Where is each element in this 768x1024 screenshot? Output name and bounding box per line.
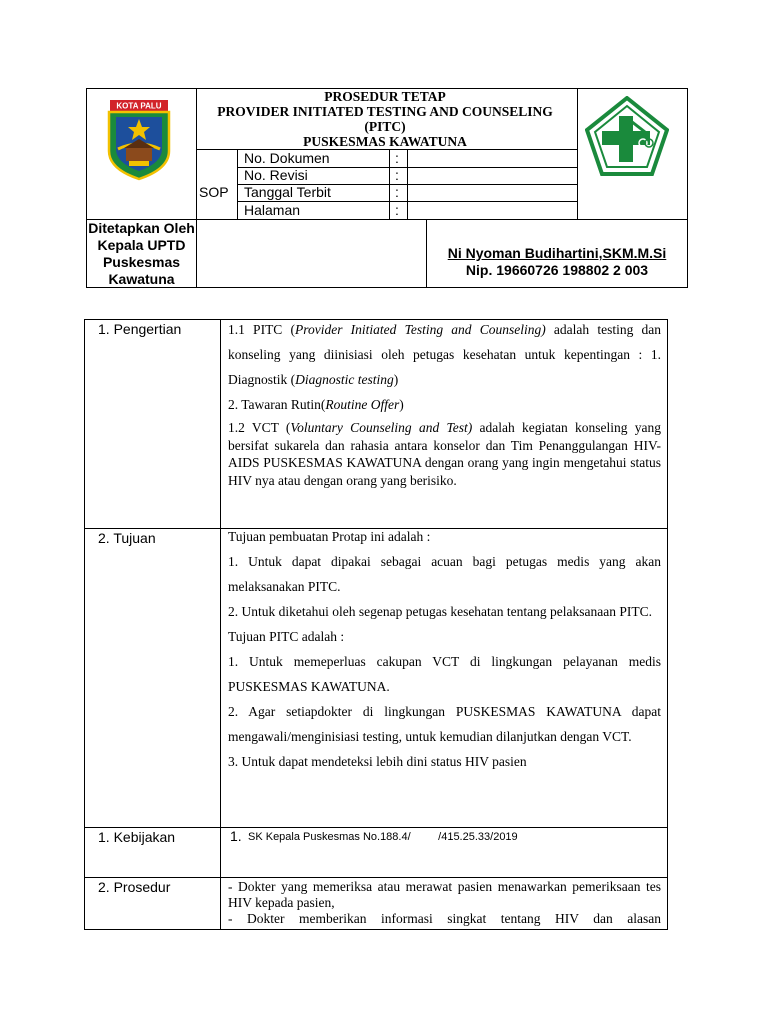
approved-by-line: Puskesmas [102,254,181,270]
text-run: 1.2 VCT ( [228,420,291,435]
text-run: ) [399,397,404,412]
title-line-1: PROSEDUR TETAP [324,89,446,104]
text-run: Routine Offer [325,397,400,412]
tujuan-line: Tujuan pembuatan Protap ini adalah : [228,529,431,544]
text-run: 1.1 PITC ( [228,322,295,337]
section-label-kebijakan: 1. Kebijakan [98,829,176,845]
doc-row-colon: : [395,202,399,218]
doc-row-label: No. Revisi [244,167,308,183]
doc-row-colon: : [395,150,399,166]
tujuan-line: 1. Untuk memeperluas cakupan VCT di lingkungan pelayanan medis PUSKESMAS KAWATUNA. [228,654,661,694]
approved-by [87,220,196,288]
signer-name: Ni Nyoman Budihartini,SKM.M.Si [447,245,667,261]
section-label-prosedur: 2. Prosedur [98,879,171,895]
pengertian-para-3 [228,419,661,489]
pengertian-vct-text [228,419,661,489]
row-divider [84,827,668,828]
header-right-border [687,88,688,288]
prosedur-line: - Dokter memberikan informasi singkat tentang HIV dan alasan [228,911,661,926]
text-run: Provider Initiated Testing and Counseling) [295,322,546,337]
doc-row-label: Halaman [244,202,301,218]
content-col-divider [220,319,221,930]
text-run: Diagnostic testing [295,372,394,387]
text-run: 2. Tawaran Rutin( [228,397,326,412]
section-label-tujuan: 2. Tujuan [98,530,156,546]
approved-by-line: Ditetapkan Oleh [88,220,195,236]
approved-by-line: Kawatuna [108,271,175,287]
content-bottom-border [84,929,668,930]
content-right-border [667,319,668,930]
sop-label: SOP [199,184,229,200]
header-divider-2 [577,88,578,220]
logo-caption: KOTA PALU [116,101,162,111]
title-line-4: PUSKESMAS KAWATUNA [303,134,467,149]
pengertian-para-2 [228,392,661,417]
doc-row-colon: : [395,184,399,200]
pengertian-text [228,317,661,417]
header-divider-1 [196,88,197,288]
puskesmas-cross-icon [585,96,669,176]
puskesmas-logo [585,96,669,176]
prosedur-text [228,879,661,927]
kebijakan-text: SK Kepala Puskesmas No.188.4/ /415.25.33/2019 [248,831,518,843]
section-label-pengertian: 1. Pengertian [98,321,182,337]
signer-block [427,245,687,279]
title-line-2: PROVIDER INITIATED TESTING AND COUNSELING [217,104,553,119]
content-left-border [84,319,85,930]
doc-row-label: No. Dokumen [244,150,330,166]
text-run: adalah testing dan konseling yang diinisiasi oleh petugas kesehatan untuk kepentingan : 1. Diagnostik ( [228,322,662,387]
text-run: ) [393,372,399,387]
tujuan-line: Tujuan PITC adalah : [228,629,345,644]
row-divider [84,877,668,878]
kota-palu-emblem-icon [104,99,174,181]
text-run: Voluntary Counseling and Test) [290,420,473,435]
kota-palu-logo [104,99,174,181]
prosedur-line: - Dokter yang memeriksa atau merawat pasien menawarkan pemeriksaan tes HIV kepada pasien, [228,879,661,910]
approved-by-line: Kepala UPTD [97,237,186,253]
tujuan-line: 3. Untuk dapat mendeteksi lebih dini status HIV pasien [228,754,527,769]
doc-row-label: Tanggal Terbit [244,184,331,200]
pengertian-para-1 [228,317,661,392]
signer-nip: Nip. 19660726 198802 2 003 [465,262,649,278]
kebijakan-number: 1. [230,828,242,844]
title-line-3: (PITC) [364,119,406,134]
tujuan-line: 2. Untuk diketahui oleh segenap petugas kesehatan tentang pelaksanaan PITC. [228,604,652,619]
tujuan-line: 2. Agar setiapdokter di lingkungan PUSKESMAS KAWATUNA dapat mengawali/menginisiasi testing, untuk kemudian dilanjutkan dengan VCT. [228,704,661,744]
tujuan-text [228,524,661,774]
tujuan-line: 1. Untuk dapat dipakai sebagai acuan bagi petugas medis yang akan melaksanakan PITC. [228,554,661,594]
doc-row-colon: : [395,167,399,183]
text-run: adalah kegiatan konseling yang bersifat sukarela dan rahasia antara konselor dan Tim Penanggulangan HIV-AIDS PUSKESMAS KAWATUNA dengan orang yang ingin mengetahui status HIV nya atau dengan orang yang berisiko. [228,420,661,488]
